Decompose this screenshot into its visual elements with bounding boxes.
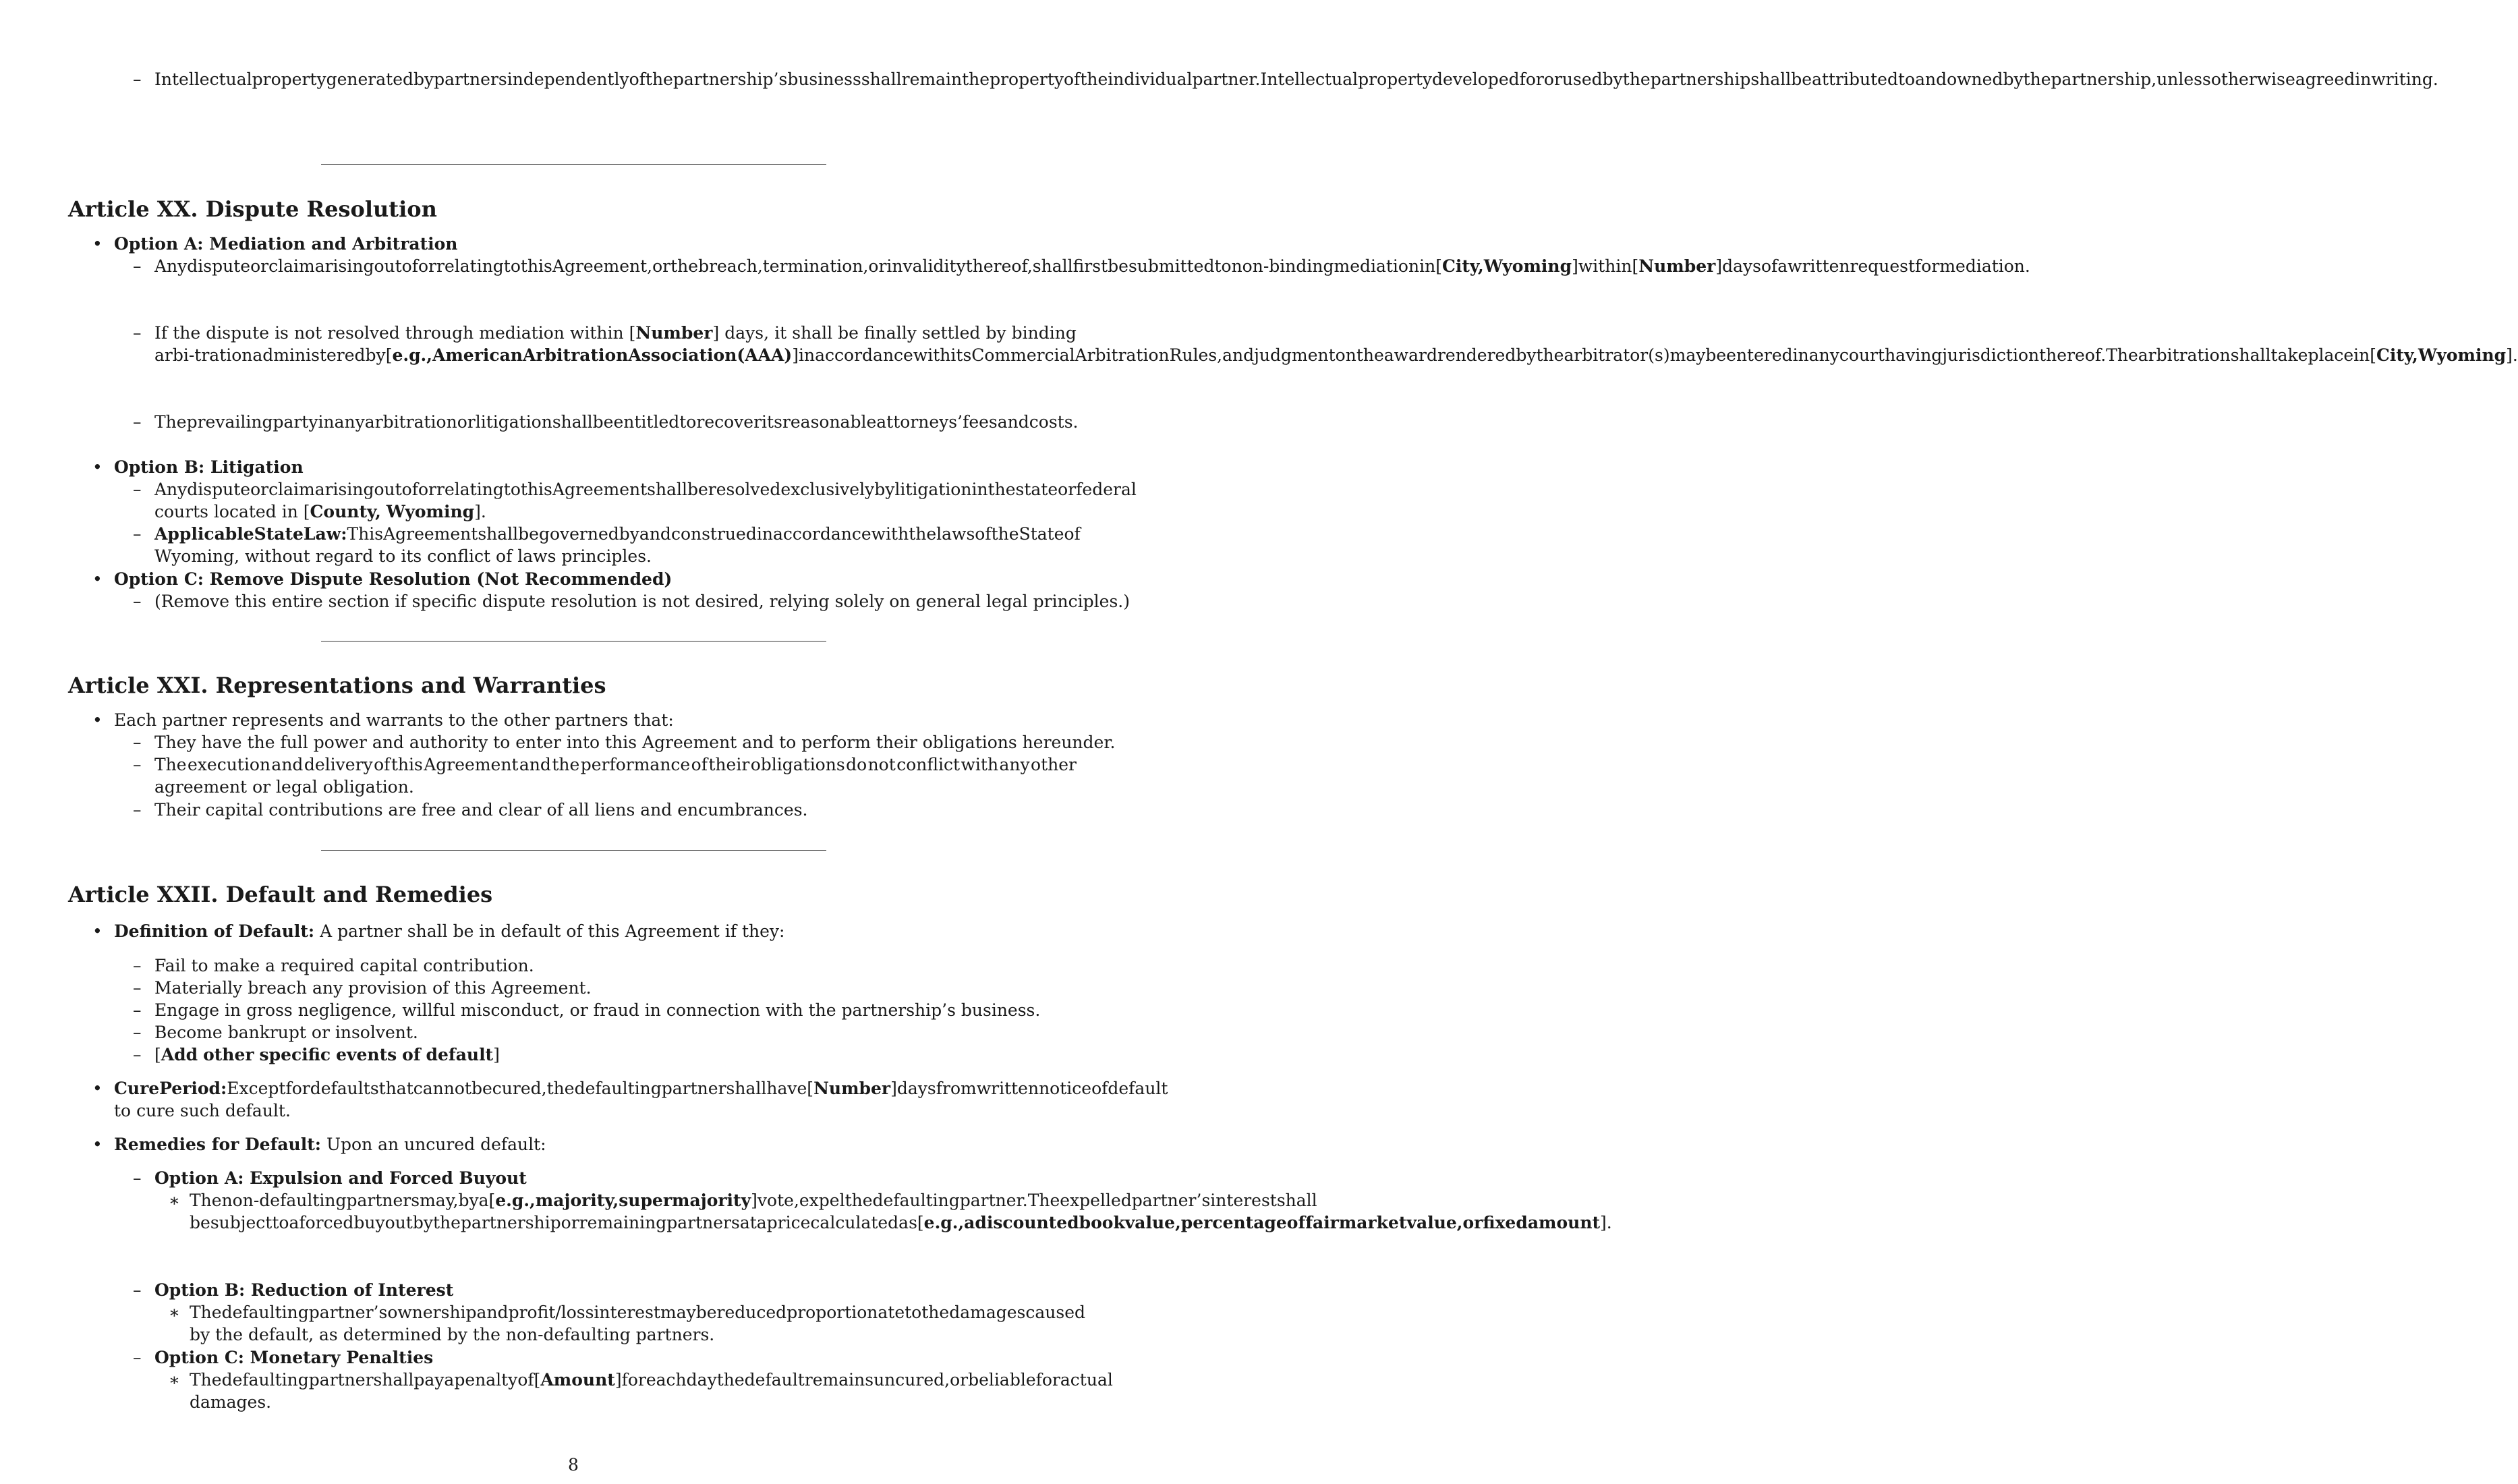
arbitration-item: If the dispute is not resolved through mediation within [Number] days, it shall be finally settled by binding arbi-tration administered by [e.g., American Arbitration Association (AAA)] in accordance with its Commercial Arbitration Rules, and judgment on the award rendered by the arbitrator(s) may be entered in any court having jurisdiction thereof. The arbitration shall take place in [City, Wyoming]. bbox=[154, 323, 2518, 365]
remedy-option-c-label: Option C: Monetary Penalties bbox=[154, 1348, 434, 1367]
section-divider bbox=[321, 850, 826, 851]
dash-marker: – bbox=[133, 69, 142, 89]
dash-marker: – bbox=[133, 1348, 142, 1367]
warranty-item: Their capital contributions are free and clear of all liens and encumbrances. bbox=[154, 800, 808, 820]
article-20-title: Article XX. Dispute Resolution bbox=[68, 196, 437, 222]
applicable-law-item: Applicable State Law: This Agreement shall be governed by and construed in accordance with the laws of the State of Wyoming, without regard to its conflict of laws principles. bbox=[154, 524, 1081, 566]
asterisk-marker: ∗ bbox=[169, 1370, 180, 1390]
remedies-text: Upon an uncured default: bbox=[326, 1135, 546, 1154]
warranties-intro: Each partner represents and warrants to the other partners that: bbox=[114, 710, 674, 730]
warranty-item: They have the full power and authority to enter into this Agreement and to perform their obligations hereunder. bbox=[154, 733, 1116, 752]
bullet-marker: • bbox=[92, 1079, 103, 1098]
default-event-item: Become bankrupt or insolvent. bbox=[154, 1023, 418, 1042]
remedy-option-c-text: The defaulting partner shall pay a penalty of [Amount] for each day the default remains uncured, or be liable for actual damages. bbox=[190, 1370, 1113, 1412]
ip-paragraph: Intellectual property generated by partners independently of the partnership’s business shall remain the property of the individual partner. Intellectual property developed for or used by the partnership shall be attributed to and owned by the partnership, unless otherwise agreed in writing. bbox=[154, 69, 2438, 89]
dash-marker: – bbox=[133, 1280, 142, 1300]
dash-marker: – bbox=[133, 956, 142, 975]
bullet-marker: • bbox=[92, 457, 103, 477]
bullet-marker: • bbox=[92, 710, 103, 730]
litigation-item: Any dispute or claim arising out of or relating to this Agreement shall be resolved exclusively by litigation in the state or federal courts located in [County, Wyoming]. bbox=[154, 480, 1137, 521]
remove-section-item: (Remove this entire section if specific dispute resolution is not desired, relying solely on general legal principles.) bbox=[154, 592, 1130, 611]
bullet-marker: • bbox=[92, 921, 103, 941]
dash-marker: – bbox=[133, 978, 142, 998]
dash-marker: – bbox=[133, 480, 142, 499]
asterisk-marker: ∗ bbox=[169, 1191, 180, 1210]
default-event-item: Materially breach any provision of this Agreement. bbox=[154, 978, 592, 998]
remedy-option-a-label: Option A: Expulsion and Forced Buyout bbox=[154, 1168, 527, 1188]
default-event-item: Engage in gross negligence, willful misconduct, or fraud in connection with the partnership’s business. bbox=[154, 1000, 1041, 1020]
article-22-title: Article XXII. Default and Remedies bbox=[68, 882, 493, 907]
default-event-item: Fail to make a required capital contribution. bbox=[154, 956, 534, 975]
dash-marker: – bbox=[133, 1045, 142, 1064]
mediation-item: Any dispute or claim arising out of or relating to this Agreement, or the breach, termination, or invalidity thereof, shall first be submitted to non-binding mediation in [City, Wyoming] within [Number] days of a written request for mediation. bbox=[154, 256, 2030, 276]
article-21-title: Article XXI. Representations and Warranties bbox=[68, 673, 606, 698]
option-a-label: Option A: Mediation and Arbitration bbox=[114, 234, 458, 254]
page-number: 8 bbox=[568, 1455, 579, 1475]
default-definition-text: A partner shall be in default of this Agreement if they: bbox=[320, 921, 785, 941]
remedy-option-b-label: Option B: Reduction of Interest bbox=[154, 1280, 454, 1300]
dash-marker: – bbox=[133, 755, 142, 774]
dash-marker: – bbox=[133, 592, 142, 611]
remedy-option-a-text: The non-defaulting partners may, by a [e.g., majority, supermajority] vote, expel the defaulting partner. The expelled partner’s interest shall be subject to a forced buyout by the partnership or remaining partners at a price calculated as [e.g., a discounted book value, percentage of fair market value, or fixed amount]. bbox=[190, 1191, 1612, 1232]
dash-marker: – bbox=[133, 412, 142, 432]
dash-marker: – bbox=[133, 1023, 142, 1042]
dash-marker: – bbox=[133, 1000, 142, 1020]
remedies-label: Remedies for Default: bbox=[114, 1135, 321, 1154]
warranty-item: The execution and delivery of this Agreement and the performance of their obligations do not conflict with any other agreement or legal obligation. bbox=[154, 755, 1077, 797]
default-definition-label: Definition of Default: bbox=[114, 921, 315, 941]
bullet-marker: • bbox=[92, 1135, 103, 1154]
cure-period: Cure Period: Except for defaults that cannot be cured, the defaulting partner shall have [Number] days from written notice of default to cure such default. bbox=[114, 1079, 1168, 1120]
dash-marker: – bbox=[133, 524, 142, 544]
attorney-fees-item: The prevailing party in any arbitration or litigation shall be entitled to recover its reasonable attorneys’ fees and costs. bbox=[154, 412, 1079, 432]
default-event-item: [Add other specific events of default] bbox=[154, 1045, 500, 1064]
dash-marker: – bbox=[133, 733, 142, 752]
dash-marker: – bbox=[133, 323, 142, 343]
dash-marker: – bbox=[133, 256, 142, 276]
default-definition bbox=[114, 920, 784, 942]
option-b-label: Option B: Litigation bbox=[114, 457, 304, 477]
dash-marker: – bbox=[133, 800, 142, 820]
dash-marker: – bbox=[133, 1168, 142, 1188]
remedies-for-default bbox=[114, 1133, 546, 1155]
option-c-label: Option C: Remove Dispute Resolution (Not Recommended) bbox=[114, 569, 673, 589]
bullet-marker: • bbox=[92, 569, 103, 589]
section-divider bbox=[321, 164, 826, 165]
remedy-option-b-text: The defaulting partner’s ownership and profit/loss interest may be reduced proportionate to the damages caused by the default, as determined by the non-defaulting partners. bbox=[190, 1303, 1085, 1344]
asterisk-marker: ∗ bbox=[169, 1303, 180, 1322]
bullet-marker: • bbox=[92, 234, 103, 254]
